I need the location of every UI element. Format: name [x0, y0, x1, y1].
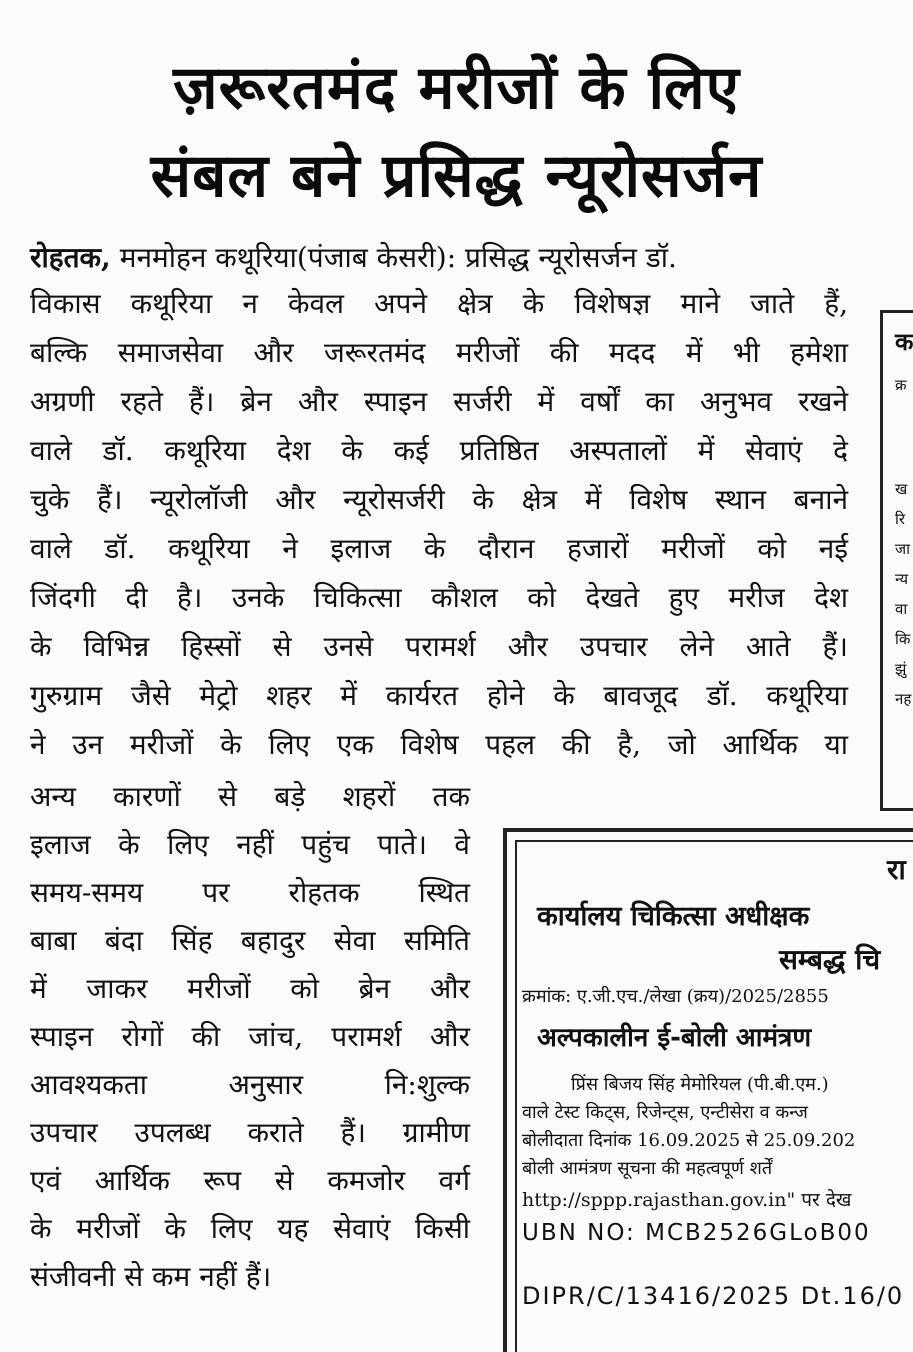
- headline-line-2: संबल बने प्रसिद्ध न्यूरोसर्जन: [150, 141, 763, 211]
- ad-body-url-line: http://sppp.rajasthan.gov.in" पर देख: [522, 1189, 852, 1211]
- article-line: बल्कि समाजसेवा और जरूरतमंद मरीजों की मदद में भी हमेशा: [30, 336, 848, 369]
- article-line: अग्रणी रहते हैं। ब्रेन और स्पाइन सर्जरी में वर्षों का अनुभव रखने: [30, 385, 848, 418]
- article-line: में जाकर मरीजों को ब्रेन और: [30, 972, 470, 1005]
- ad-body-line: वाले टेस्ट किट्स, रिजेन्ट्स, एन्टीसेरा व कन्ज: [522, 1102, 808, 1123]
- side-box-line: वा: [895, 600, 908, 618]
- tender-advertisement: [503, 828, 913, 1352]
- article-first-line: [30, 236, 913, 280]
- side-box-line: रि: [895, 510, 906, 528]
- ad-notice-title: अल्पकालीन ई-बोली आमंत्रण: [537, 1023, 812, 1053]
- article-line: के मरीजों के लिए यह सेवाएं किसी: [30, 1212, 470, 1245]
- ad-line-1: रा: [887, 853, 906, 886]
- article-line: एवं आर्थिक रूप से कमजोर वर्ग: [30, 1164, 470, 1197]
- ad-ref-number: क्रमांक: ए.जी.एच./लेखा (क्रय)/2025/2855: [522, 986, 829, 1007]
- article-line: स्पाइन रोगों की जांच, परामर्श और: [30, 1020, 470, 1053]
- ad-dipr-number: DIPR/C/13416/2025 Dt.16/0: [522, 1282, 905, 1310]
- side-box-title: क: [895, 328, 913, 356]
- article-line: विकास कथूरिया न केवल अपने क्षेत्र के विशेषज्ञ माने जाते हैं,: [30, 287, 848, 320]
- side-box-line: ख: [895, 480, 908, 498]
- article-line: वाले डॉ. कथूरिया ने इलाज के दौरान हजारों मरीजों को नई: [30, 532, 848, 565]
- article-line: गुरुग्राम जैसे मेट्रो शहर में कार्यरत होने के बावजूद डॉ. कथूरिया: [30, 679, 848, 712]
- article-line: बाबा बंदा सिंह बहादुर सेवा समिति: [30, 924, 470, 957]
- article-line: संजीवनी से कम नहीं हैं।: [30, 1260, 272, 1293]
- ad-office-title: कार्यालय चिकित्सा अधीक्षक: [537, 901, 810, 932]
- headline-line-1: ज़रूरतमंद मरीजों के लिए: [173, 53, 740, 123]
- side-box-line: कि: [895, 630, 911, 648]
- ad-body-line: बोली आमंत्रण सूचना की महत्वपूर्ण शर्तें: [522, 1158, 773, 1179]
- article-line: वाले डॉ. कथूरिया देश के कई प्रतिष्ठित अस्पतालों में सेवाएं दे: [30, 434, 848, 467]
- article-line: जिंदगी दी है। उनके चिकित्सा कौशल को देखते हुए मरीज देश: [30, 581, 848, 614]
- side-box-line: नह: [895, 690, 912, 708]
- article-line: आवश्यकता अनुसार नि:शुल्क: [30, 1068, 470, 1101]
- article-line: ने उन मरीजों के लिए एक विशेष पहल की है, जो आर्थिक या: [30, 728, 848, 761]
- side-box-line: जा: [895, 540, 911, 558]
- dateline-place: रोहतक,: [30, 241, 111, 274]
- article-line: चुके हैं। न्यूरोलॉजी और न्यूरोसर्जरी के क्षेत्र में विशेष स्थान बनाने: [30, 483, 848, 516]
- ad-body-line: बोलीदाता दिनांक 16.09.2025 से 25.09.202: [522, 1130, 856, 1151]
- side-box-line: झुं: [895, 660, 907, 678]
- article-line: समय-समय पर रोहतक स्थित: [30, 876, 470, 909]
- article-line: इलाज के लिए नहीं पहुंच पाते। वे: [30, 828, 470, 861]
- article-line: उपचार उपलब्ध कराते हैं। ग्रामीण: [30, 1116, 470, 1149]
- side-box: [880, 310, 913, 811]
- article-line: के विभिन्न हिस्सों से उनसे परामर्श और उपचार लेने आते हैं।: [30, 630, 848, 663]
- side-box-line: न्य: [895, 570, 909, 588]
- side-box-sub: क्र: [895, 376, 907, 394]
- article-first-line-text: मनमोहन कथूरिया(पंजाब केसरी): प्रसिद्ध न्यूरोसर्जन डॉ.: [119, 241, 677, 274]
- ad-body-line: प्रिंस बिजय सिंह मेमोरियल (पी.बी.एम.): [571, 1074, 829, 1095]
- ad-office-subtitle: सम्बद्ध चि: [779, 943, 881, 976]
- article-line: अन्य कारणों से बड़े शहरों तक: [30, 780, 470, 813]
- ad-ubn-number: UBN NO: MCB2526GLoB00: [522, 1220, 871, 1246]
